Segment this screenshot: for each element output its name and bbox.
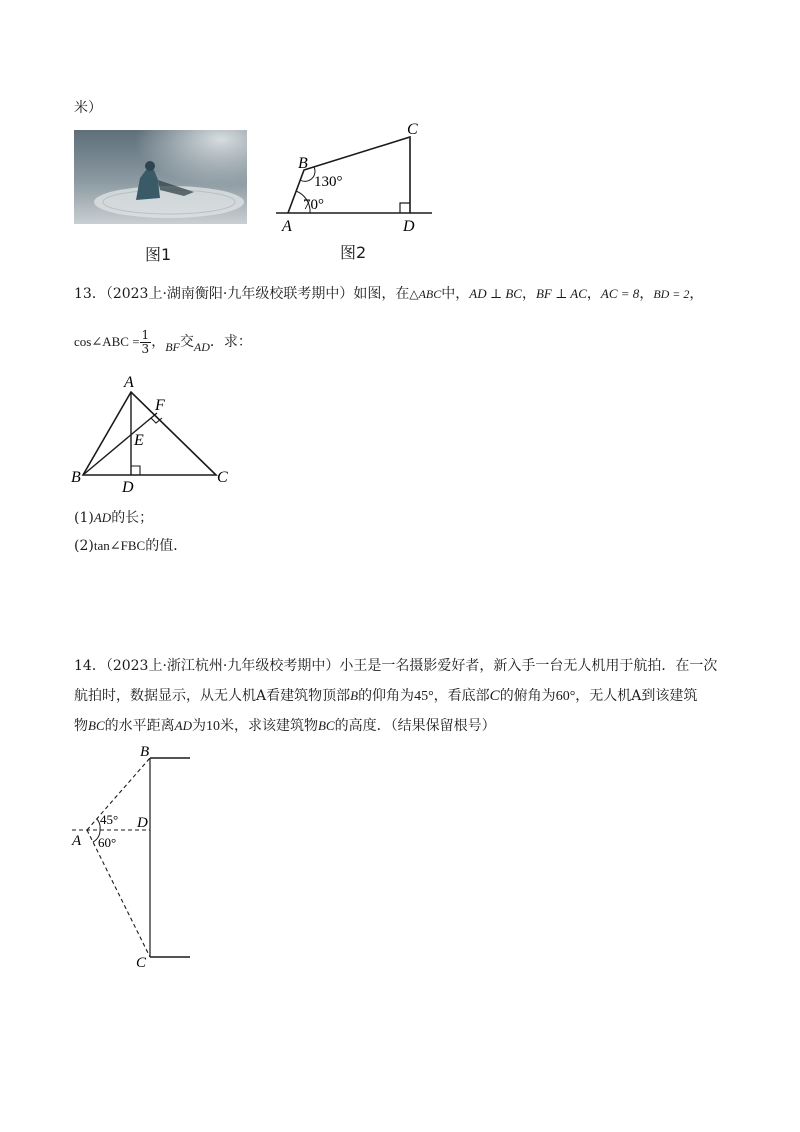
q14-angle-45: 45° — [414, 689, 434, 704]
figure-2-label-d: D — [403, 218, 415, 235]
q14-l3a: 物 — [74, 718, 88, 734]
q14-l3g: 米，求该建筑物 — [219, 718, 318, 734]
q13-ad: AD — [193, 340, 210, 354]
q13-label-d: D — [122, 479, 134, 495]
figure-2-label-b: B — [298, 155, 308, 172]
q14-angle-60-label: 60° — [98, 835, 117, 850]
q13-part-2-number: (2) — [74, 538, 94, 554]
q13-cond-bd: BD = 2 — [653, 287, 690, 301]
q14-line-3 — [74, 716, 496, 737]
q13-frac-numerator: 1 — [141, 327, 150, 342]
q13-cond-ad-perp-bc: AD ⊥ BC — [469, 286, 522, 301]
q13-label-f: F — [155, 397, 165, 414]
figure-1-photo — [74, 130, 247, 224]
q13-cond-ac: AC = 8 — [600, 286, 640, 301]
figure-2-angle-b-value: 130° — [314, 174, 343, 190]
q13-altitude-bf — [83, 413, 157, 475]
q13-label-e: E — [134, 432, 144, 449]
figure-1-image — [74, 130, 247, 224]
q13-number: 13． — [74, 286, 106, 302]
q14-l2c: 的仰角为 — [358, 688, 415, 704]
q13-cos-prefix: cos∠ABC = — [74, 334, 140, 349]
q14-figure — [60, 740, 200, 970]
q14-l2a: 航拍时，数据显示，从无人机A看建筑物顶部 — [74, 688, 351, 704]
q14-ad: AD — [174, 718, 192, 733]
q14-label-a: A — [72, 833, 82, 849]
q14-label-b: B — [140, 744, 150, 760]
q14-angle-60: 60° — [555, 689, 576, 704]
q13-part-2-text: 的值． — [145, 538, 188, 554]
q13-triangle-abc — [83, 392, 216, 475]
q14-l2i: ，无人机A到该建筑 — [575, 688, 698, 704]
figure-2-label-a: A — [282, 218, 292, 235]
q13-label-c: C — [217, 469, 228, 486]
q13-sep-2: ， — [586, 286, 601, 302]
q13-bf: BF — [165, 340, 180, 354]
q13-part-2 — [74, 536, 187, 556]
q13-line-2 — [74, 328, 252, 356]
figure-2-right-angle-mark — [400, 203, 410, 213]
q13-triangle: △ABC — [409, 287, 442, 301]
q14-line-2 — [74, 686, 697, 707]
q13-part-1-number: (1) — [74, 510, 94, 526]
q14-bc-1: BC — [88, 718, 105, 733]
q13-part-1 — [74, 508, 153, 528]
q13-source: （2023上·湖南衡阳·九年级校联考期中）如图，在 — [105, 286, 410, 302]
q13-part-1-var: AD — [93, 510, 112, 525]
q13-sep-4: ， — [689, 286, 704, 302]
q13-sep-5: ， — [151, 334, 166, 350]
q13-frac-denominator: 3 — [141, 341, 150, 356]
q14-label-d: D — [137, 815, 148, 831]
q13-part-1-text: 的长； — [111, 510, 154, 526]
previous-question-tail: 米） — [74, 100, 102, 116]
q13-sep-1: ， — [521, 286, 536, 302]
q14-distance: 10 — [205, 719, 220, 734]
q14-label-c: C — [136, 955, 147, 970]
q13-qiu: ．求： — [209, 334, 252, 350]
q13-part-2-var: tan∠FBC — [93, 538, 146, 553]
q13-sep-3: ， — [639, 286, 654, 302]
figure-2-diagram — [270, 120, 440, 238]
q14-angle-45-label: 45° — [100, 812, 119, 827]
q14-l2g: 的俯角为 — [499, 688, 556, 704]
q13-jiao: 交 — [179, 334, 194, 350]
q14-l3e: 为 — [191, 718, 206, 734]
q13-right-angle-d — [131, 466, 140, 475]
q13-line-1 — [74, 284, 703, 304]
q13-fraction — [140, 329, 152, 356]
q14-line-1: 14．（2023上·浙江杭州·九年级校考期中）小王是一名摄影爱好者，新入手一台无人机用于航拍．在一次 — [74, 658, 718, 674]
q14-point-c: C — [489, 688, 500, 704]
figure-1-caption: 图1 — [145, 245, 172, 264]
q14-point-b: B — [350, 688, 359, 703]
q14-bc-2: BC — [317, 718, 335, 733]
q14-sight-line-ac — [87, 830, 150, 957]
q14-l3c: 的水平距离 — [104, 718, 175, 734]
q13-cond-bf-perp-ac: BF ⊥ AC — [535, 286, 587, 301]
figure-2-caption: 图2 — [340, 243, 367, 262]
figure-2-label-c: C — [407, 121, 418, 138]
q13-zhong: 中， — [441, 286, 470, 302]
q14-l2e: ，看底部 — [433, 688, 490, 704]
q14-l3i: 的高度．（结果保留根号） — [334, 718, 496, 734]
figure-2-angle-a-value: 70° — [303, 197, 324, 213]
q13-label-a: A — [124, 374, 134, 391]
q13-label-b: B — [71, 469, 81, 486]
q13-figure — [66, 370, 236, 495]
